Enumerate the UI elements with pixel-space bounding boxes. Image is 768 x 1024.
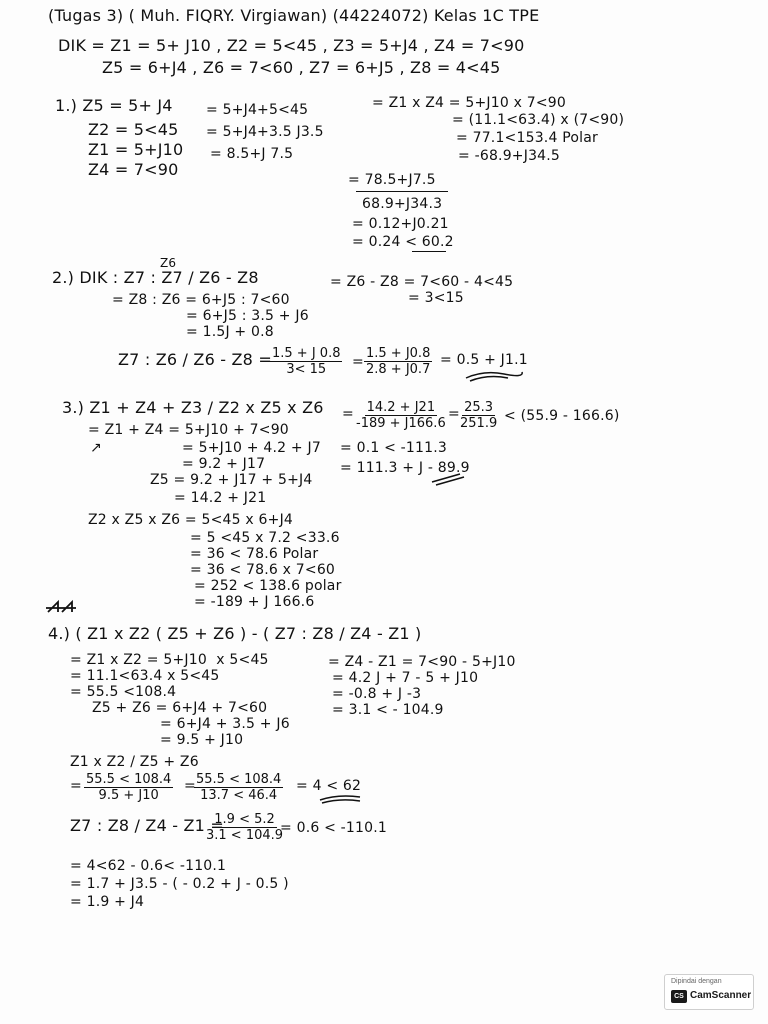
p3-block-3: = 36 < 78.6 Polar — [190, 546, 319, 562]
p4-final-2: = 1.7 + J3.5 - ( - 0.2 + J - 0.5 ) — [70, 876, 289, 892]
p3-fraction-1-denominator: -189 + J166.6 — [356, 416, 446, 431]
p2-right-1: = Z6 - Z8 = 7<60 - 4<45 — [330, 274, 514, 290]
p2-result-squiggle — [464, 368, 524, 382]
camscanner-logo-icon: CS — [671, 990, 687, 1003]
p1-div-1: = 78.5+J7.5 — [348, 172, 436, 188]
scribble-mark — [44, 598, 80, 616]
p2-line-2: = Z8 : Z6 = 6+J5 : 7<60 — [112, 292, 290, 308]
p1-mid-3: = 8.5+J 7.5 — [210, 146, 294, 162]
p4-ratio-equals: = — [70, 778, 82, 794]
p3-block-2: = 5 <45 x 7.2 <33.6 — [190, 530, 340, 546]
p4-ratio-fraction-1-numerator: 55.5 < 108.4 — [86, 772, 172, 787]
p3-fraction-1-numerator: 14.2 + J21 — [366, 400, 436, 415]
p2-fraction-1 — [270, 346, 342, 377]
p2-superscript: Z6 — [160, 256, 177, 270]
p3-block-6: = -189 + J 166.6 — [194, 594, 315, 610]
p4-div-result: = 0.6 < -110.1 — [280, 820, 388, 836]
badge-caption: Dipindai dengan — [671, 978, 722, 985]
p4-ratio-squiggle — [318, 792, 362, 804]
p3-block-1: Z2 x Z5 x Z6 = 5<45 x 6+J4 — [88, 512, 294, 528]
p4-ratio-fraction-2-denominator: 13.7 < 46.4 — [200, 788, 278, 803]
p3-fraction-2-numerator: 25.3 — [464, 400, 494, 415]
p2-fraction-1-numerator: 1.5 + J 0.8 — [272, 346, 341, 361]
p4-left-2: = 11.1<63.4 x 5<45 — [70, 668, 220, 684]
header-line: (Tugas 3) ( Muh. FIQRY. Virgiawan) (44224072) Kelas 1C TPE — [48, 6, 540, 25]
camscanner-badge — [664, 974, 754, 1010]
p1-right-3: = 77.1<153.4 Polar — [456, 130, 598, 146]
p2-line-1: 2.) DIK : Z7 : Z7 / Z6 - Z8 — [52, 268, 259, 287]
p4-left-5: = 6+J4 + 3.5 + J6 — [160, 716, 290, 732]
p3-right-equals: = — [342, 406, 354, 422]
p3-fraction-1 — [354, 400, 448, 431]
p2-equals: = — [352, 354, 364, 370]
p2-right-2: = 3<15 — [408, 290, 464, 306]
given-line-2: Z5 = 6+J4 , Z6 = 7<60 , Z7 = 6+J5 , Z8 = 4<45 — [102, 58, 501, 77]
p3-line-5: Z5 = 9.2 + J17 + 5+J4 — [150, 472, 313, 488]
p4-ratio-fraction-1-denominator: 9.5 + J10 — [98, 788, 159, 803]
p4-div-fraction-numerator: 1.9 < 5.2 — [214, 812, 275, 827]
p1-mid-2: = 5+J4+3.5 J3.5 — [206, 124, 324, 140]
p3-block-4: = 36 < 78.6 x 7<60 — [190, 562, 336, 578]
p1-result-underline — [412, 251, 446, 252]
p3-block-5: = 252 < 138.6 polar — [194, 578, 342, 594]
p1-right-2: = (11.1<63.4) x (7<90) — [452, 112, 625, 128]
p1-line-4: Z4 = 7<90 — [88, 160, 179, 179]
p4-final-3: = 1.9 + J4 — [70, 894, 145, 910]
p3-right-equals-2: = — [448, 406, 460, 422]
p2-fraction-2-denominator: 2.8 + J0.7 — [366, 362, 431, 377]
p1-right-1: = Z1 x Z4 = 5+J10 x 7<90 — [372, 95, 567, 111]
p4-final-1: = 4<62 - 0.6< -110.1 — [70, 858, 227, 874]
p4-right-4: = 3.1 < - 104.9 — [332, 702, 444, 718]
p1-mid-1: = 5+J4+5<45 — [206, 102, 309, 118]
p4-div-fraction — [204, 812, 285, 843]
p3-fraction-2 — [458, 400, 499, 431]
p4-right-3: = -0.8 + J -3 — [332, 686, 422, 702]
p3-result-squiggle — [430, 472, 466, 486]
p3-line-2: = Z1 + Z4 = 5+J10 + 7<90 — [88, 422, 289, 438]
p1-div-4: = 0.24 < 60.2 — [352, 234, 454, 250]
p1-line-3: Z1 = 5+J10 — [88, 140, 184, 159]
p4-left-6: = 9.5 + J10 — [160, 732, 244, 748]
p2-line-4: = 1.5J + 0.8 — [186, 324, 274, 340]
p4-div-prefix: Z7 : Z8 / Z4 - Z1 = — [70, 816, 224, 835]
p1-fraction-bar — [356, 191, 448, 192]
p3-line-3: = 5+J10 + 4.2 + J7 — [182, 440, 321, 456]
given-line-1: DIK = Z1 = 5+ J10 , Z2 = 5<45 , Z3 = 5+J4 , Z4 = 7<90 — [58, 36, 525, 55]
p3-right-2: = 0.1 < -111.3 — [340, 440, 448, 456]
p4-ratio-title: Z1 x Z2 / Z5 + Z6 — [70, 754, 199, 770]
p4-ratio-fraction-1 — [84, 772, 173, 803]
p4-ratio-fraction-2-numerator: 55.5 < 108.4 — [196, 772, 282, 787]
p2-fraction-1-denominator: 3< 15 — [286, 362, 327, 377]
p1-div-3: = 0.12+J0.21 — [352, 216, 449, 232]
p4-left-3: = 55.5 <108.4 — [70, 684, 177, 700]
p4-right-1: = Z4 - Z1 = 7<90 - 5+J10 — [328, 654, 516, 670]
p4-left-4: Z5 + Z6 = 6+J4 + 7<60 — [92, 700, 268, 716]
badge-brand: CamScanner — [690, 990, 752, 1001]
p4-line-1: 4.) ( Z1 x Z2 ( Z5 + Z6 ) - ( Z7 : Z8 / Z4 - Z1 ) — [48, 624, 422, 643]
p3-line-1: 3.) Z1 + Z4 + Z3 / Z2 x Z5 x Z6 — [62, 398, 324, 417]
p2-fraction-2 — [364, 346, 432, 377]
p4-ratio-result: = 4 < 62 — [296, 778, 362, 794]
p2-fraction-2-numerator: 1.5 + J0.8 — [366, 346, 431, 361]
p2-result: = 0.5 + J1.1 — [440, 352, 528, 368]
p1-line-2: Z2 = 5<45 — [88, 120, 179, 139]
p1-div-2: 68.9+J34.3 — [362, 196, 443, 212]
p4-right-2: = 4.2 J + 7 - 5 + J10 — [332, 670, 479, 686]
p3-arrow-mark: ↗ — [90, 440, 102, 456]
p3-line-4: = 9.2 + J17 — [182, 456, 266, 472]
p4-left-1: = Z1 x Z2 = 5+J10 x 5<45 — [70, 652, 269, 668]
p2-fraction-prefix: Z7 : Z6 / Z6 - Z8 = — [118, 350, 272, 369]
p3-fraction-result: < (55.9 - 166.6) — [504, 408, 620, 424]
p3-right-3: = 111.3 + J - 89.9 — [340, 460, 470, 476]
p4-ratio-equals-2: = — [184, 778, 196, 794]
p1-right-4: = -68.9+J34.5 — [458, 148, 561, 164]
p4-div-fraction-denominator: 3.1 < 104.9 — [206, 828, 284, 843]
p3-fraction-2-denominator: 251.9 — [460, 416, 498, 431]
p2-line-3: = 6+J5 : 3.5 + J6 — [186, 308, 309, 324]
p1-line-1: 1.) Z5 = 5+ J4 — [55, 96, 173, 115]
p4-ratio-fraction-2 — [194, 772, 283, 803]
p3-line-6: = 14.2 + J21 — [174, 490, 267, 506]
